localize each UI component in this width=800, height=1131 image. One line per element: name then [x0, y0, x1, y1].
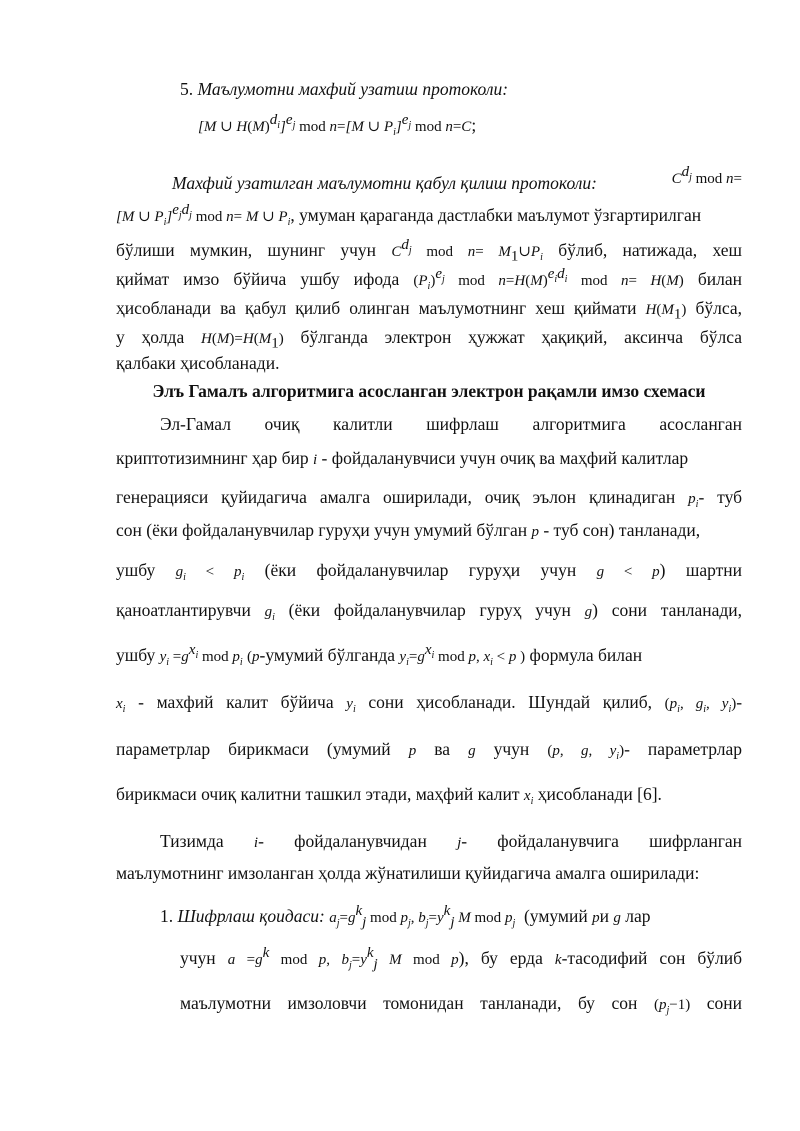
elgamal-line-4: сон (ёки фойдаланувчилар гуруҳи учун умумий бўлган p - туб сон) танланади,	[116, 520, 701, 540]
elgamal-line-2: криптотизимнинг ҳар бир i - фойдаланувчиси учун очиқ ва маҳфий калитлар	[116, 448, 689, 468]
receive-line-7: қалбаки ҳисобланади.	[116, 353, 280, 373]
elgamal-line-8: $x_i$ - махфий калит бўйича $y_i$ сони ҳисобланади. Шундай қилиб, ($p_i$, $g_i$, $y_i)-$	[116, 692, 743, 715]
elgamal-line-9: параметрлар бирикмаси (умумий p ва g учун (p, g, $y_i)-$ параметрлар	[116, 739, 743, 762]
receive-line-6: у ҳолда $H(M)=H(M_1)$ бўлганда электрон ҳужжат ҳақиқий, аксинча бўлса	[116, 327, 743, 352]
receive-line-4: қиймат имзо бўйича ушбу ифода $(P_i)^{e_j}$ mod $n=H(M)^{e_id_i}$ mod n= H(M) билан	[116, 266, 743, 292]
section-heading: Элъ Гамалъ алгоритмига асосланган электрон рақамли имзо схемаси	[152, 381, 706, 401]
item-1-line-3: маълумотни имзоловчи томонидан танланади, бу сон $(p_j-1)$ сони	[180, 993, 743, 1016]
elgamal-line-6: қаноатлантирувчи $g_i$ (ёки фойдаланувчилар гуруҳ учун g) сони танланади,	[116, 600, 743, 623]
system-line-2: маълумотнинг имзоланган ҳолда жўнатилиши қуйидагича амалга оширилади:	[116, 863, 700, 883]
elgamal-line-3: генерацияси қуйидагича амалга оширилади, очиқ эълон қлинадиган $p_i-$ туб	[116, 487, 743, 510]
elgamal-line-5: ушбу $g_i < p_i$ (ёки фойдаланувчилар гуруҳи учун g < p) шартни	[116, 560, 743, 583]
section-5-formula: [M ∪ $H(M)^{d_i}]^{e_j}$ mod n=[M ∪ $P_i]^{e_j}$ mod n=C;	[198, 112, 477, 138]
section-5-title: 5. Маълумотни махфий узатиш протоколи:	[180, 79, 509, 99]
item-1-line-2: учун $a =g^k$ mod p, $b_j=y^k_j$ M mod p), бу ерда k-тасодифий сон бўлиб	[180, 945, 743, 973]
receive-title-line: Махфий узатилган маълумотни қабул қилиш протоколи: $C^{d_j}$ mod n=	[172, 164, 742, 193]
system-line-1: Тизимда i- фойдаланувчидан j- фойдаланувчига шифрланган	[160, 831, 743, 851]
receive-line-2: [M ∪ $P_i]^{e_jd_j}$ mod n= M ∪ $P_i$, умуман қараганда дастлабки маълумот ўзгартирилган	[116, 202, 702, 228]
elgamal-line-10: бирикмаси очиқ калитни ташкил этади, маҳфий калит $x_i$ ҳисобланади [6].	[116, 784, 662, 807]
receive-line-5: ҳисобланади ва қабул қилиб олинган маълумотнинг хеш қиймати $H(M_1)$ бўлса,	[116, 298, 742, 323]
elgamal-line-1: Эл-Гамал очиқ калитли шифрлаш алгоритмига асосланган	[160, 414, 742, 434]
elgamal-line-7: ушбу $y_i =g^{x_i}$ mod $p_i$ (p-умумий бўлганда $y_i=g^{x_i}$ mod p, $x_i < p$ ) формула билан	[116, 642, 643, 668]
receive-line-3: бўлиши мумкин, шунинг учун $C^{d_j}$ mod $n= M_1\cup P_i$ бўлиб, натижада, хеш	[116, 237, 743, 265]
item-1-line-1: 1. Шифрлаш қоидаси: $a_j=g^k_j$ mod $p_j$, $b_j=y^k_j$ M mod $p_j$ (умумий pи g лар	[160, 903, 651, 931]
